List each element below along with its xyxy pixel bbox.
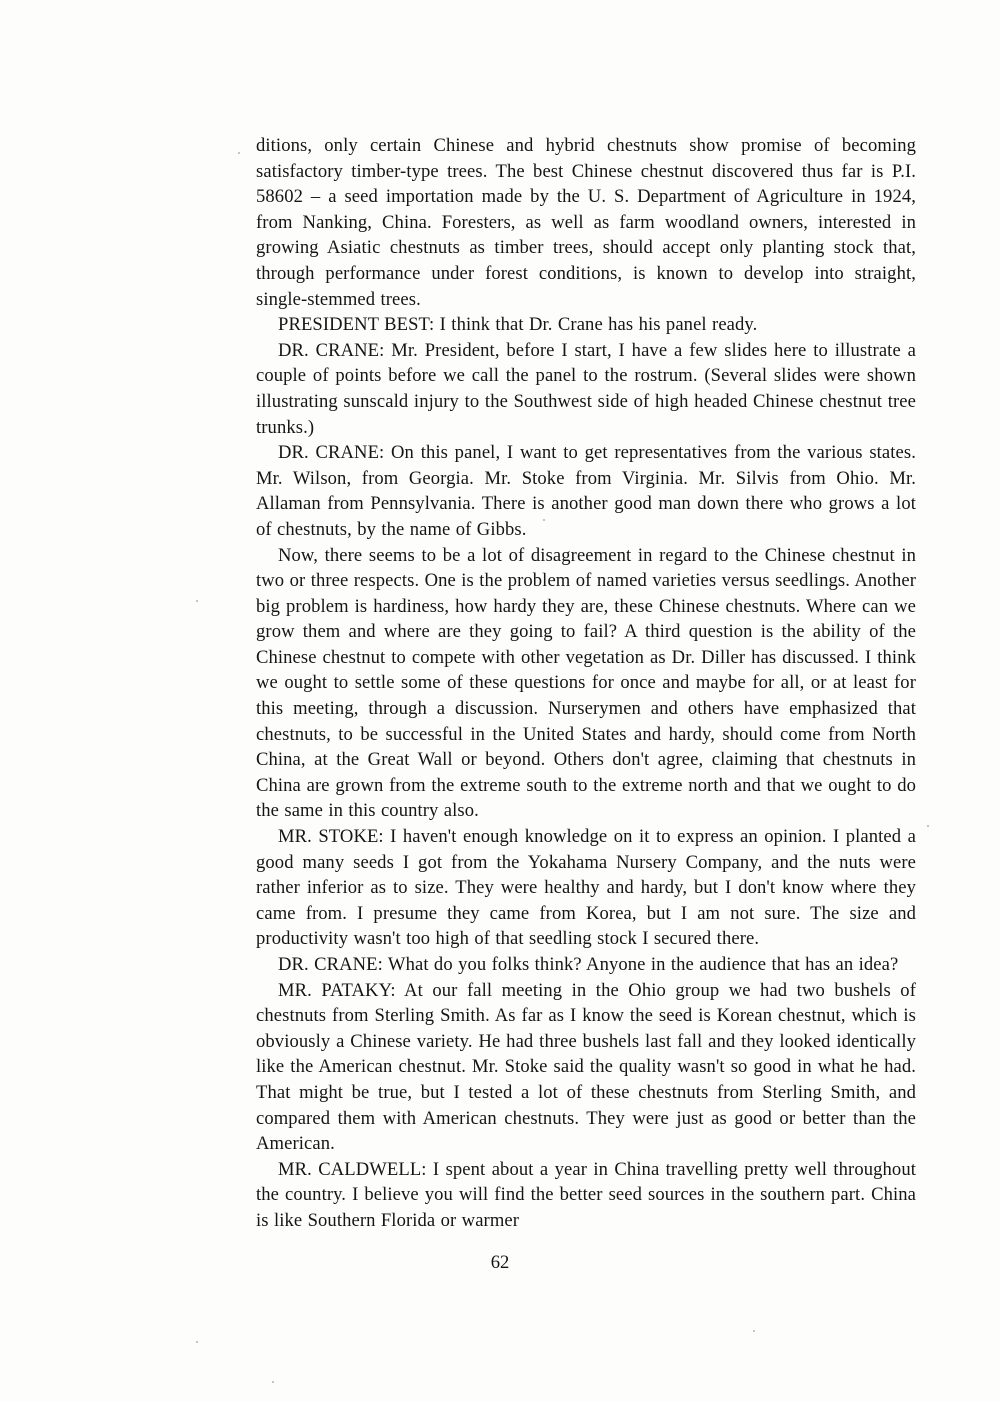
scan-speck	[196, 1341, 198, 1343]
paragraph-stoke: MR. STOKE: I haven't enough knowledge on it to express an opinion. I planted a good many seeds I got from the Yokahama Nursery Company, and the nuts were rather inferior as to size. They were healthy and hardy, but I don't know where they came from. I presume they came from Korea, but I am not sure. The size and productivity wasn't too high of that seedling stock I secured there.	[256, 826, 916, 950]
scan-speck	[543, 519, 545, 521]
scan-speck	[753, 1330, 755, 1332]
scan-speck	[238, 152, 240, 154]
scan-speck	[272, 1381, 274, 1383]
paragraph-crane-question: DR. CRANE: What do you folks think? Anyone in the audience that has an idea?	[278, 954, 899, 975]
paragraph-pataky: MR. PATAKY: At our fall meeting in the Ohio group we had two bushels of chestnuts from Sterling Smith. As far as I know the seed is Korean chestnut, which is obviously a Chinese variety. He had three bushels last fall and they looked identically like the American chestnut. Mr. Stoke said the quality wasn't so good in what he had. That might be true, but I tested a lot of these chestnuts from Sterling Smith, and compared them with American chestnuts. They were just as good or better than the American.	[256, 979, 916, 1155]
scan-speck	[196, 600, 198, 602]
paragraph-president-best: PRESIDENT BEST: I think that Dr. Crane has his panel ready.	[278, 314, 758, 336]
body-text-column	[256, 133, 916, 1234]
paragraph-crane-panel: DR. CRANE: On this panel, I want to get representatives from the various states. Mr. Wilson, from Georgia. Mr. Stoke from Virginia. Mr. Silvis from Ohio. Mr. Allaman from Pennsylvania. There is another good man down there who grows a lot of chestnuts, by the name of Gibbs.	[256, 442, 916, 540]
page-number: 62	[490, 1252, 510, 1273]
paragraph-disagreement: Now, there seems to be a lot of disagreement in regard to the Chinese chestnut in two or three respects. One is the problem of named varieties versus seedlings. Another big problem is hardiness, how hardy they are, these Chinese chestnuts. Where can we grow them and where are they going to fail? A third question is the ability of the Chinese chestnut to compete with other vegetation as Dr. Diller has discussed. I think we ought to settle some of these questions for once and maybe for all, or at least for this meeting, through a discussion. Nurserymen and others have emphasized that chestnuts, to be successful in the United States and hardy, should come from North China, at the Great Wall or beyond. Others don't agree, claiming that chestnuts in China are grown from the extreme south to the extreme north and that we ought to do the same in this country also.	[256, 544, 916, 822]
paragraph-continued: ditions, only certain Chinese and hybrid chestnuts show promise of becoming satisfactory timber-type trees. The best Chinese chestnut discovered thus far is P.I. 58602 – a seed importation made by the U. S. Department of Agriculture in 1924, from Nanking, China. Foresters, as well as farm woodland owners, interested in growing Asiatic chestnuts as timber trees, should accept only planting stock that, through performance under forest conditions, is known to develop into straight, single-stemmed trees.	[256, 135, 916, 310]
paragraph-crane-slides: DR. CRANE: Mr. President, before I start, I have a few slides here to illustrate a couple of points before we call the panel to the rostrum. (Several slides were shown illustrating sunscald injury to the Southwest side of high headed Chinese chestnut tree trunks.)	[256, 339, 916, 438]
paragraph-caldwell: MR. CALDWELL: I spent about a year in China travelling pretty well throughout the country. I believe you will find the better seed sources in the southern part. China is like Southern Florida or warmer	[256, 1158, 916, 1231]
scan-speck	[927, 825, 929, 827]
